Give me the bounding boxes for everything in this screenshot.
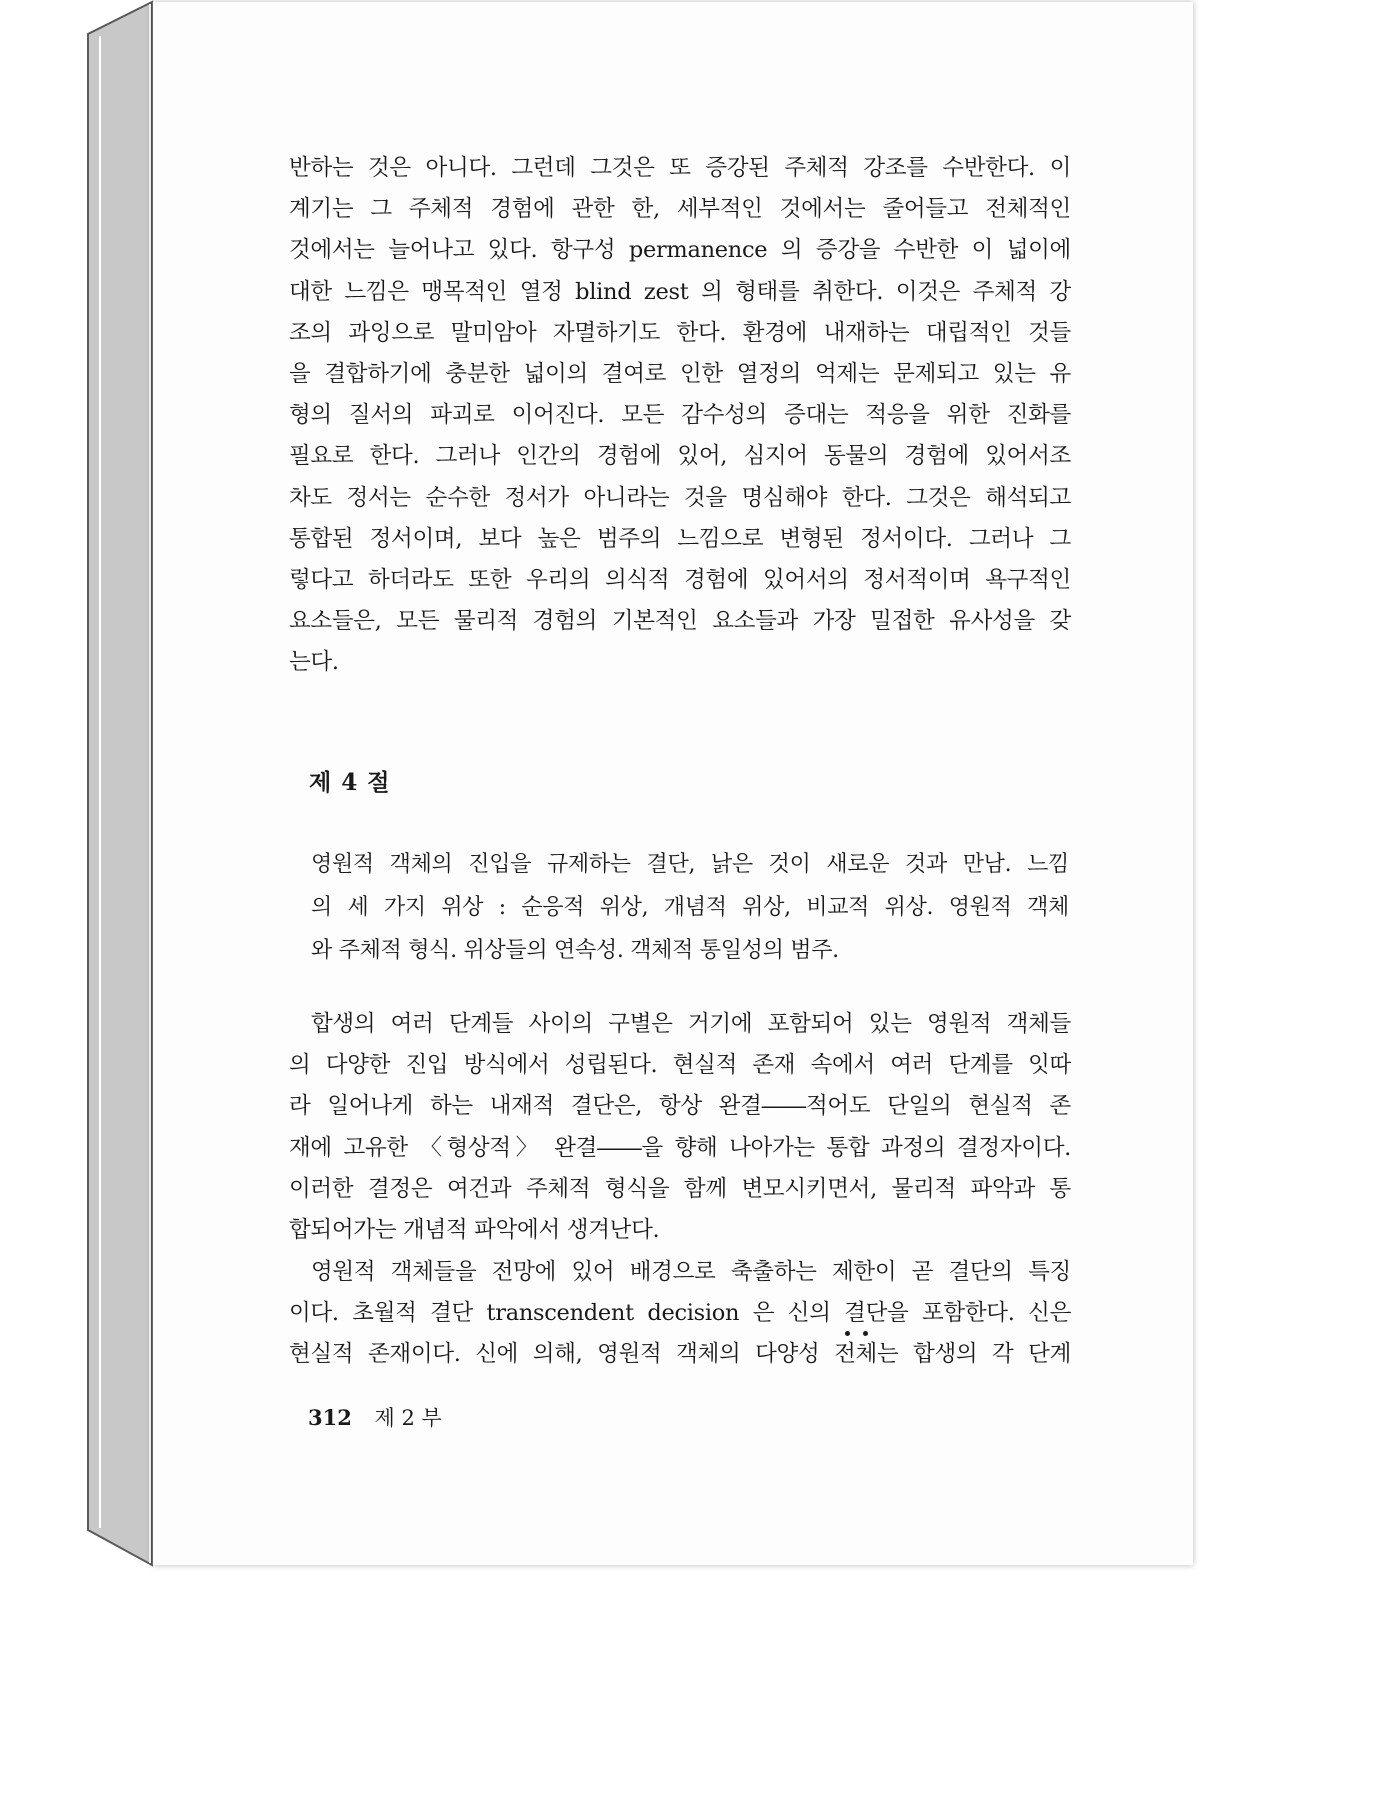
text-line: 조의 과잉으로 말미암아 자멸하기도 한다. 환경에 내재하는 대립적인 것들	[289, 319, 1071, 346]
text-line: 계기는 그 주체적 경험에 관한 한, 세부적인 것에서는 줄어들고 전체적인	[289, 196, 1071, 223]
text-line: 합생의 여러 단계들 사이의 구별은 거기에 포함되어 있는 영원적 객체들	[311, 1011, 1071, 1037]
text-line: 이러한 결정은 여건과 주체적 형식을 함께 변모시키면서, 물리적 파악과 통	[289, 1175, 1071, 1202]
book-page	[152, 2, 1193, 1565]
text-line: 요소들은, 모든 물리적 경험의 기본적인 요소들과 가장 밀접한 유사성을 갖	[289, 608, 1071, 635]
text-line: 을 결합하기에 충분한 넓이의 결여로 인한 열정의 억제는 문제되고 있는 유	[289, 361, 1071, 388]
emphasis-dot	[863, 1331, 868, 1336]
text-line: 이다. 초월적 결단 transcendent decision 은 신의 결단을 포함한다. 신은	[289, 1300, 1071, 1327]
page-footer	[308, 1402, 442, 1432]
body-paragraph-3	[289, 1252, 1071, 1376]
summary-line: 의 세 가지 위상 : 순응적 위상, 개념적 위상, 비교적 위상. 영원적 객체	[311, 895, 1069, 920]
body-paragraph-1	[289, 148, 1071, 684]
text-line: 것에서는 늘어나고 있다. 항구성 permanence 의 증강을 수반한 이 넓이에	[289, 237, 1071, 264]
text-line: 는다.	[289, 649, 339, 676]
text-line: 필요로 한다. 그러나 인간의 경험에 있어, 심지어 동물의 경험에 있어서조	[289, 443, 1071, 470]
text-line: 현실적 존재이다. 신에 의해, 영원적 객체의 다양성 전체는 합생의 각 단계	[289, 1341, 1071, 1368]
emphasis-dot	[845, 1331, 850, 1336]
text-line: 반하는 것은 아니다. 그런데 그것은 또 증강된 주체적 강조를 수반한다. 이	[289, 155, 1071, 181]
section-summary	[311, 843, 1069, 972]
text-line: 재에 고유한 〈형상적〉 완결――을 향해 나아가는 통합 과정의 결정자이다.	[289, 1134, 1071, 1161]
text-line: 대한 느낌은 맹목적인 열정 blind zest 의 형태를 취한다. 이것은 주체적 강	[289, 278, 1071, 305]
text-line: 의 다양한 진입 방식에서 성립된다. 현실적 존재 속에서 여러 단계를 잇따	[289, 1052, 1071, 1079]
text-line: 형의 질서의 파괴로 이어진다. 모든 감수성의 증대는 적응을 위한 진화를	[289, 402, 1071, 429]
body-paragraph-2	[289, 1004, 1071, 1251]
text-line: 차도 정서는 순수한 정서가 아니라는 것을 명심해야 한다. 그것은 해석되고	[289, 484, 1071, 511]
summary-line: 와 주체적 형식. 위상들의 연속성. 객체적 통일성의 범주.	[311, 938, 839, 963]
part-label: 제 2 부	[374, 1406, 442, 1430]
text-line: 라 일어나게 하는 내재적 결단은, 항상 완결――적어도 단일의 현실적 존	[289, 1093, 1071, 1120]
section-heading: 제 4 절	[309, 769, 391, 796]
summary-line: 영원적 객체의 진입을 규제하는 결단, 낡은 것이 새로운 것과 만남. 느낌	[311, 852, 1069, 877]
text-line: 영원적 객체들을 전망에 있어 배경으로 축출하는 제한이 곧 결단의 특징	[311, 1259, 1071, 1285]
text-line: 합되어가는 개념적 파악에서 생겨난다.	[289, 1217, 660, 1244]
page-number: 312	[308, 1405, 352, 1430]
text-line: 렇다고 하더라도 또한 우리의 의식적 경험에 있어서의 정서적이며 욕구적인	[289, 567, 1071, 594]
text-line: 통합된 정서이며, 보다 높은 범주의 느낌으로 변형된 정서이다. 그러나 그	[289, 525, 1071, 552]
